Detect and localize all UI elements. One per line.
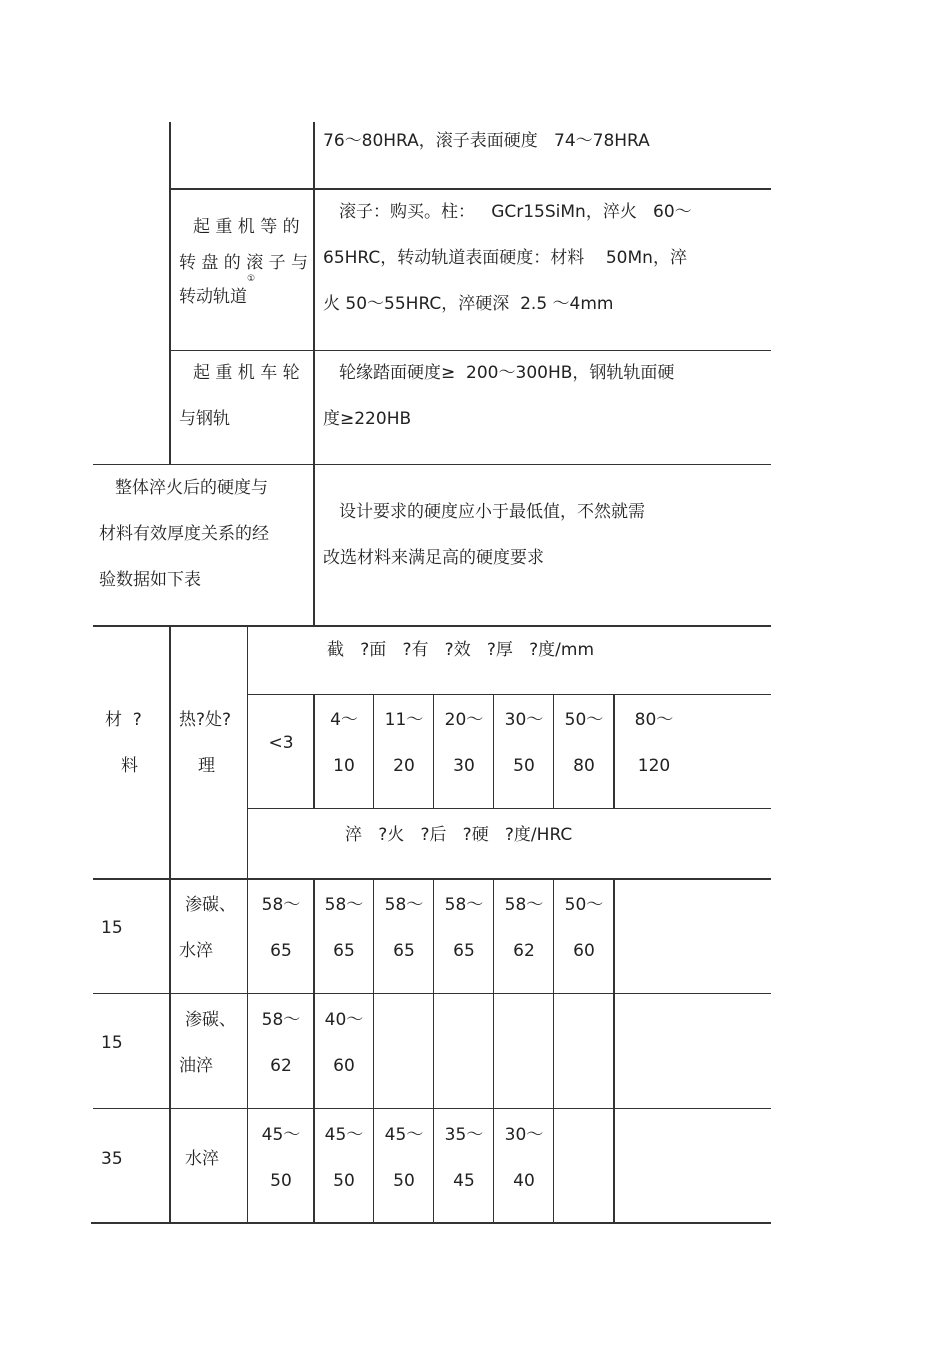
range-col-5-line1: 50～ bbox=[564, 710, 604, 730]
hardness-header: 淬 ?火 ?后 ?硬 ?度/HRC bbox=[345, 825, 573, 845]
data-row-divider-1 bbox=[93, 993, 771, 994]
row3-val-1a: 45～ bbox=[324, 1125, 364, 1145]
row1-treatment-line1: 渗碳、 bbox=[185, 895, 236, 915]
row3-val-4a: 30～ bbox=[504, 1125, 544, 1145]
upper-mid-border bbox=[313, 122, 315, 626]
row3-val-4b: 40 bbox=[513, 1171, 535, 1191]
material-header-line2: 料 bbox=[121, 756, 138, 776]
range-col-6-line1: 80～ bbox=[634, 710, 674, 730]
row3-val-2a: 45～ bbox=[384, 1125, 424, 1145]
row1-val-5b: 60 bbox=[573, 941, 595, 961]
row3-val-0b: 50 bbox=[270, 1171, 292, 1191]
header-bottom-border bbox=[93, 878, 771, 880]
range-col-5-line2: 80 bbox=[573, 756, 595, 776]
row1-val-5a: 50～ bbox=[564, 895, 604, 915]
row1-val-1a: 58～ bbox=[324, 895, 364, 915]
row1-val-1b: 65 bbox=[333, 941, 355, 961]
treatment-header-line2: 理 bbox=[198, 756, 215, 776]
row3-right-line1: 设计要求的硬度应小于最低值，不然就需 bbox=[339, 502, 645, 522]
treatment-col-border bbox=[247, 626, 248, 1224]
row3-val-3a: 35～ bbox=[444, 1125, 484, 1145]
range-col-4-line2: 50 bbox=[513, 756, 535, 776]
row3-material: 35 bbox=[101, 1149, 123, 1169]
material-col-border bbox=[169, 626, 171, 1224]
row2-val-1a: 40～ bbox=[324, 1010, 364, 1030]
row1-left-line1: 起 重 机 等 的 bbox=[193, 217, 300, 237]
row3-left-line1: 整体淬火后的硬度与 bbox=[115, 478, 268, 498]
range-col-6-line2: 120 bbox=[637, 756, 671, 776]
row1-val-3a: 58～ bbox=[444, 895, 484, 915]
row1-left-line3: 转动轨道① bbox=[179, 274, 256, 307]
row3-val-3b: 45 bbox=[453, 1171, 475, 1191]
ranges-bottom-divider bbox=[247, 808, 771, 809]
row1-val-0b: 65 bbox=[270, 941, 292, 961]
range-col-1-line1: 4～ bbox=[330, 710, 358, 730]
row1-val-0a: 58～ bbox=[261, 895, 301, 915]
row2-val-1b: 60 bbox=[333, 1056, 355, 1076]
data-row-divider-2 bbox=[93, 1108, 771, 1109]
row1-left-line2: 转 盘 的 滚 子 与 bbox=[179, 253, 309, 273]
row2-val-0a: 58～ bbox=[261, 1010, 301, 1030]
range-col-3-line1: 20～ bbox=[444, 710, 484, 730]
row1-val-2b: 65 bbox=[393, 941, 415, 961]
row2-treatment-line1: 渗碳、 bbox=[185, 1010, 236, 1030]
range-col-4-line1: 30～ bbox=[504, 710, 544, 730]
row1-treatment-line2: 水淬 bbox=[179, 941, 213, 961]
range-col-2-line1: 11～ bbox=[384, 710, 424, 730]
row2-val-0b: 62 bbox=[270, 1056, 292, 1076]
row2-treatment-line2: 油淬 bbox=[179, 1056, 213, 1076]
row1-right-line1: 滚子：购买。柱： GCr15SiMn，淬火 60～ bbox=[339, 202, 692, 222]
range-col-2-line2: 20 bbox=[393, 756, 415, 776]
row3-right-line2: 改选材料来满足高的硬度要求 bbox=[323, 548, 544, 568]
row3-val-2b: 50 bbox=[393, 1171, 415, 1191]
row0-right-text: 76～80HRA，滚子表面硬度 74～78HRA bbox=[323, 131, 650, 151]
row1-val-4a: 58～ bbox=[504, 895, 544, 915]
row3-treatment: 水淬 bbox=[185, 1149, 219, 1169]
material-header-line1: 材 ? bbox=[105, 710, 142, 730]
row3-left-line3: 验数据如下表 bbox=[99, 570, 201, 590]
row2-left-line2: 与钢轨 bbox=[179, 409, 230, 429]
row1-val-3b: 65 bbox=[453, 941, 475, 961]
thickness-header-divider bbox=[247, 694, 771, 695]
hardness-table-bottom-border bbox=[91, 1222, 771, 1224]
row3-val-0a: 45～ bbox=[261, 1125, 301, 1145]
row1-material: 15 bbox=[101, 918, 123, 938]
row1-val-4b: 62 bbox=[513, 941, 535, 961]
row2-right-line1: 轮缘踏面硬度≥ 200～300HB，钢轨轨面硬 bbox=[339, 363, 675, 383]
range-col-0: <3 bbox=[268, 733, 294, 753]
row1-val-2a: 58～ bbox=[384, 895, 424, 915]
thickness-header: 截 ?面 ?有 ?效 ?厚 ?度/mm bbox=[327, 640, 595, 660]
row2-material: 15 bbox=[101, 1033, 123, 1053]
footnote-marker: ① bbox=[247, 274, 256, 284]
treatment-header-line1: 热?处? bbox=[179, 710, 232, 730]
row2-left-line1: 起 重 机 车 轮 bbox=[193, 363, 300, 383]
row3-left-line2: 材料有效厚度关系的经 bbox=[99, 524, 269, 544]
row3-val-1b: 50 bbox=[333, 1171, 355, 1191]
upper-left-inner-border bbox=[169, 122, 171, 465]
row1-right-line3: 火 50～55HRC，淬硬深 2.5 ～4mm bbox=[323, 294, 614, 314]
row1-right-line2: 65HRC，转动轨道表面硬度：材料 50Mn，淬 bbox=[323, 248, 687, 268]
row2-right-line2: 度≥220HB bbox=[323, 409, 412, 429]
range-col-1-line2: 10 bbox=[333, 756, 355, 776]
range-col-3-line2: 30 bbox=[453, 756, 475, 776]
